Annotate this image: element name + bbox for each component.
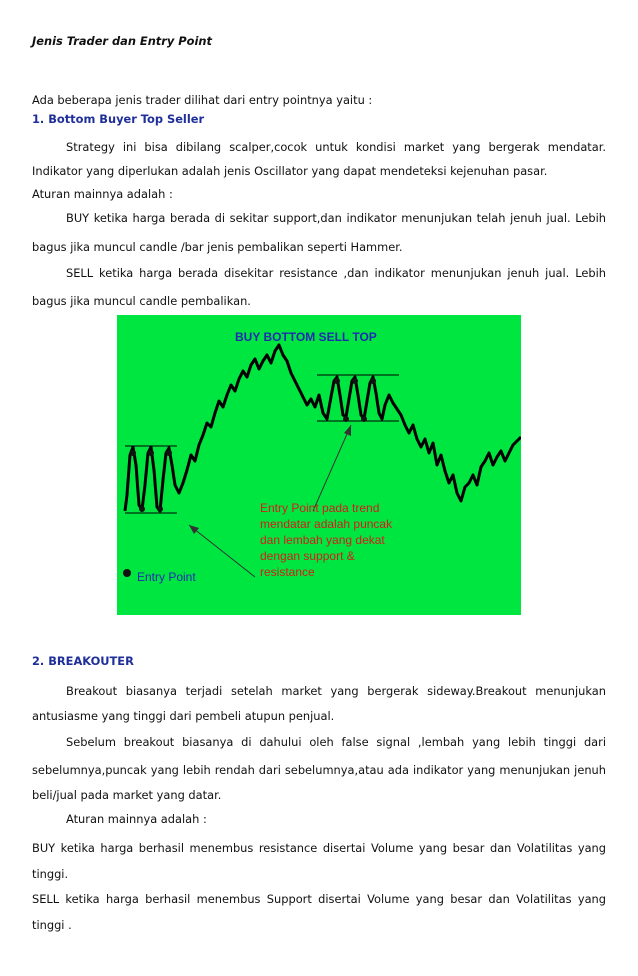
legend-dot [123,569,131,577]
entry-point-dot [361,416,367,422]
entry-point-dot [148,450,154,456]
section-2-paragraph-line: Sebelum breakout biasanya di dahului oleh false signal ,lembah yang lebih tinggi dari [66,735,606,749]
section-2-paragraph-line: antusiasme yang tinggi dari pembeli atupun penjual. [32,709,335,723]
section-1-sell-rule: SELL ketika harga berada disekitar resistance ,dan indikator menunjukan jenuh jual. Lebih [66,266,606,280]
section-2-rules-label: Aturan mainnya adalah : [66,812,207,826]
section-2-paragraph-line: sebelumnya,puncak yang lebih rendah dari sebelumnya,atau ada indikator yang menunjukan jenuh [32,763,606,777]
figure-note-line: resistance [260,565,315,579]
section-2-paragraph-line: beli/jual pada market yang datar. [32,788,222,802]
section-1-buy-rule-cont: bagus jika muncul candle /bar jenis pembalikan seperti Hammer. [32,240,403,254]
legend-label: Entry Point [137,570,196,584]
entry-point-dot [334,378,340,384]
section-2-paragraph-line: Breakout biasanya terjadi setelah market yang bergerak sideway.Breakout menunjukan [66,684,606,698]
figure-note-line: Entry Point pada trend [260,501,380,515]
entry-point-dot [130,450,136,456]
figure-title: BUY BOTTOM SELL TOP [235,330,377,344]
buy-bottom-sell-top-figure [117,315,521,615]
entry-point-dot [139,506,145,512]
section-1-buy-rule: BUY ketika harga berada di sekitar support,dan indikator menunjukan telah jenuh jual. Lebih [66,211,606,225]
figure-note-line: dan lembah yang dekat [260,533,385,547]
figure-note-line: dengan support & [260,549,355,563]
section-1-rules-label: Aturan mainnya adalah : [32,187,173,201]
section-1-paragraph-line: Strategy ini bisa dibilang scalper,cocok untuk kondisi market yang bergerak mendatar. [66,140,606,154]
section-2-sell-rule-cont: tinggi . [32,918,72,932]
entry-point-dot [343,416,349,422]
section-2-buy-rule: BUY ketika harga berhasil menembus resistance disertai Volume yang besar dan Volatilitas yang [32,841,606,855]
entry-point-dot [157,506,163,512]
section-1-sell-rule-cont: bagus jika muncul candle pembalikan. [32,294,251,308]
section-1-heading: 1. Bottom Buyer Top Seller [32,112,205,126]
entry-point-dot [352,378,358,384]
section-2-sell-rule: SELL ketika harga berhasil menembus Support disertai Volume yang besar dan Volatilitas yang [32,892,606,906]
entry-point-dot [370,378,376,384]
figure-note-line: mendatar adalah puncak [260,517,393,531]
section-2-heading: 2. BREAKOUTER [32,654,134,668]
section-1-paragraph-line: Indikator yang diperlukan adalah jenis Oscillator yang dapat mendeteksi kejenuhan pasar. [32,164,548,178]
section-2-buy-rule-cont: tinggi. [32,867,69,881]
entry-point-dot [166,450,172,456]
intro-paragraph: Ada beberapa jenis trader dilihat dari entry pointnya yaitu : [32,93,373,107]
document-title: Jenis Trader dan Entry Point [32,34,212,48]
